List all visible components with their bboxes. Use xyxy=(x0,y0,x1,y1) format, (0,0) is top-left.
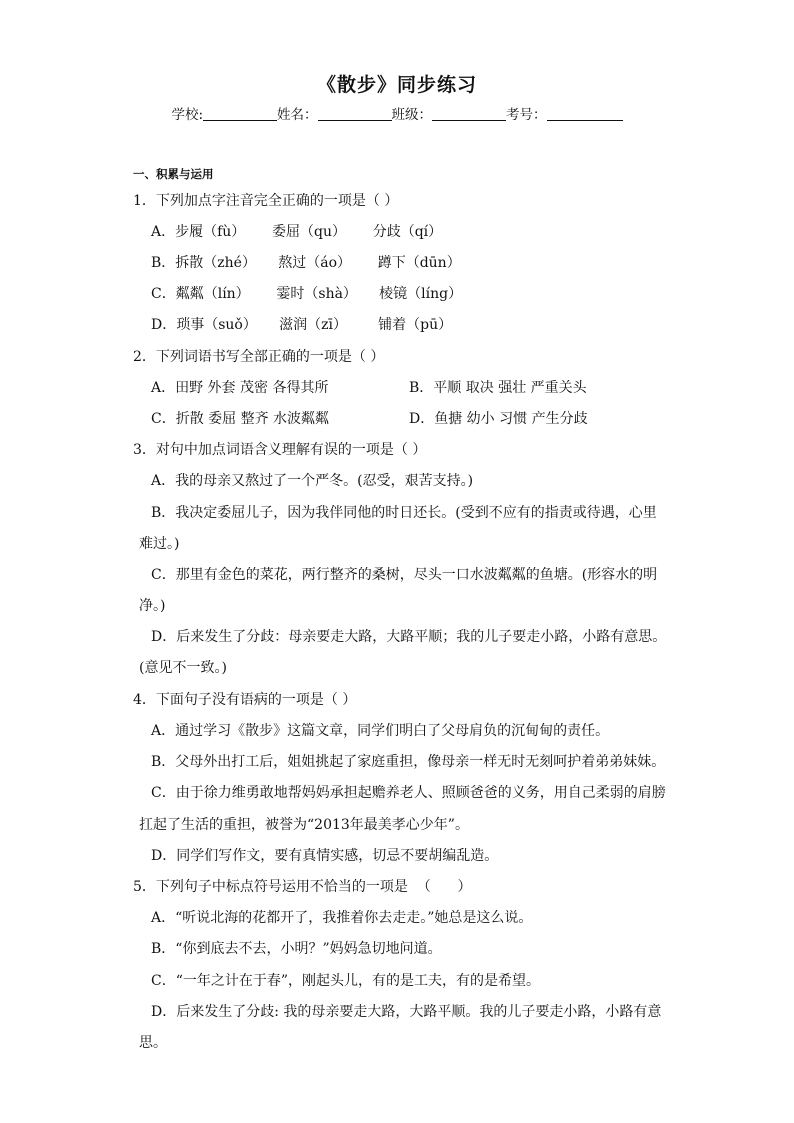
name-label: 姓名： xyxy=(277,107,318,123)
section-heading: 一、积累与运用 xyxy=(133,167,214,181)
question-1-option-b: B．拆散（zhé） 熬过（áo） 蹲下（dūn） xyxy=(151,255,461,271)
question-5-option-a: A．“听说北海的花都开了，我推着你去走走。”她总是这么说。 xyxy=(151,910,533,926)
question-3-option-a: A．我的母亲又熬过了一个严冬。(忍受，艰苦支持。) xyxy=(151,473,474,489)
number-blank xyxy=(547,106,623,121)
student-info-row xyxy=(0,103,794,123)
school-blank xyxy=(203,106,277,121)
question-2-option-b: B．平顺 取决 强壮 严重关头 xyxy=(409,380,587,396)
class-blank xyxy=(432,106,506,121)
question-4-option-d: D．同学们写作文，要有真情实感，切忌不要胡编乱造。 xyxy=(151,848,499,864)
question-3-option-c-continued: 净。) xyxy=(139,598,166,614)
question-4-option-b: B．父母外出打工后，姐姐挑起了家庭重担，像母亲一样无时无刻呵护着弟弟妹妹。 xyxy=(151,754,666,770)
question-1-stem: 1．下列加点字注音完全正确的一项是（ ） xyxy=(133,193,399,209)
question-5-option-d-continued: 思。 xyxy=(139,1035,167,1051)
page-title: 《散步》同步练习 xyxy=(316,74,477,96)
question-2-option-c: C．折散 委屈 整齐 水波粼粼 xyxy=(151,411,330,427)
question-4-stem: 4．下面句子没有语病的一项是（ ） xyxy=(133,692,357,708)
question-4-option-c: C．由于徐力维勇敢地帮妈妈承担起赡养老人、照顾爸爸的义务，用自己柔弱的肩膀 xyxy=(151,785,666,801)
question-5-option-b: B．“你到底去不去，小明？”妈妈急切地问道。 xyxy=(151,941,442,957)
question-3-option-d: D．后来发生了分歧：母亲要走大路，大路平顺；我的儿子要走小路，小路有意思。 xyxy=(151,629,667,645)
question-4-option-c-continued: 扛起了生活的重担，被誉为“2013年最美孝心少年”。 xyxy=(139,817,469,833)
question-3-option-b: B．我决定委屈儿子，因为我伴同他的时日还长。(受到不应有的指责或待遇，心里 xyxy=(151,505,657,521)
question-2-option-d: D．鱼搪 幼小 习惯 产生分歧 xyxy=(409,411,588,427)
school-label: 学校: xyxy=(171,107,204,123)
question-5-option-c: C．“一年之计在于春”，刚起头儿，有的是工夫，有的是希望。 xyxy=(151,973,541,989)
question-2-stem: 2．下列词语书写全部正确的一项是（ ） xyxy=(133,349,385,365)
name-blank xyxy=(318,106,392,121)
question-5-stem: 5．下列句子中标点符号运用不恰当的一项是 （ ） xyxy=(133,879,472,895)
class-label: 班级： xyxy=(391,107,433,123)
question-1-option-d: D．琐事（suǒ） 滋润（zī） 铺着（pū） xyxy=(151,317,453,333)
question-1-option-a: A．步履（fù） 委屈（qu） 分歧（qí） xyxy=(151,224,443,240)
number-label: 考号： xyxy=(506,107,547,123)
question-3-option-d-continued: (意见不一致。) xyxy=(139,660,227,676)
question-3-option-b-continued: 难过。) xyxy=(139,536,180,552)
question-3-option-c: C．那里有金色的菜花，两行整齐的桑树，尽头一口水波粼粼的鱼塘。(形容水的明 xyxy=(151,567,658,583)
question-3-stem: 3．对句中加点词语含义理解有误的一项是（ ） xyxy=(133,442,427,458)
question-1-option-c: C．粼粼（lín） 霎时（shà） 棱镜（líng） xyxy=(151,286,463,302)
question-2-option-a: A．田野 外套 茂密 各得其所 xyxy=(151,380,329,396)
question-4-option-a: A．通过学习《散步》这篇文章，同学们明白了父母肩负的沉甸甸的责任。 xyxy=(151,723,610,739)
question-5-option-d: D．后来发生了分歧: 我的母亲要走大路，大路平顺。我的儿子要走小路，小路有意 xyxy=(151,1004,662,1020)
